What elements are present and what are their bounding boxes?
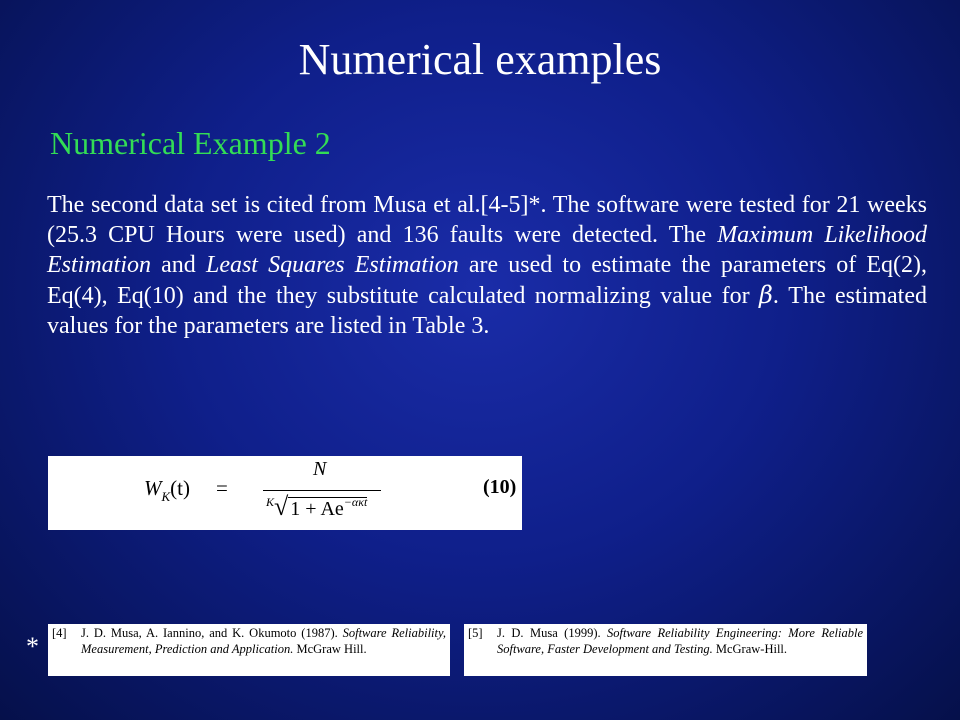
reference-4-text bbox=[81, 625, 446, 657]
equation-lhs-subscript: K bbox=[161, 489, 171, 504]
body-text-part3: . The estimated values for the parameters are listed in Table 3. bbox=[47, 283, 927, 339]
equation-numerator: N bbox=[313, 458, 327, 480]
equation-denominator bbox=[266, 492, 367, 522]
reference-5 bbox=[464, 624, 867, 676]
reference-5-publisher: McGraw-Hill. bbox=[712, 642, 788, 656]
slide-subtitle: Numerical Example 2 bbox=[50, 125, 331, 161]
slide-title: Numerical examples bbox=[298, 35, 662, 84]
equation-image bbox=[48, 456, 522, 530]
mle-term: Maximum Likelihood Estimation bbox=[47, 222, 927, 278]
denominator-exponent: −ακt bbox=[343, 495, 368, 509]
reference-5-text bbox=[497, 625, 863, 657]
reference-4 bbox=[48, 624, 450, 676]
body-text-and: and bbox=[151, 252, 206, 278]
denominator-base: 1 + Ae bbox=[290, 498, 344, 520]
body-text-part2: are used to estimate the parameters of Eq(2), Eq(4), Eq(10) and the they substitute calculated normalizing value for bbox=[47, 252, 928, 309]
equation-lhs-w: W bbox=[144, 476, 162, 500]
equation-number: (10) bbox=[483, 476, 517, 498]
reference-4-authors: J. D. Musa, A. Iannino, and K. Okumoto (1987). bbox=[81, 626, 343, 640]
equation-equals: = bbox=[216, 476, 228, 500]
lse-term: Least Squares Estimation bbox=[205, 252, 459, 278]
reference-5-authors: J. D. Musa (1999). bbox=[497, 626, 608, 640]
reference-4-title: Software Reliability, Measurement, Prediction and Application. bbox=[81, 626, 446, 656]
equation-lhs bbox=[144, 476, 190, 505]
radical-sign: √ bbox=[274, 492, 289, 521]
reference-4-number: [4] bbox=[52, 626, 67, 640]
fraction-bar bbox=[263, 490, 381, 491]
body-text-part1: The second data set is cited from Musa et al.[4-5]*. The software were tested for 21 weeks (25.3 CPU Hours were used) and 136 faults were detected. The bbox=[47, 192, 927, 248]
beta-symbol: β bbox=[759, 281, 773, 309]
root-index: K bbox=[266, 495, 275, 509]
equation-lhs-arg: (t) bbox=[170, 476, 190, 500]
reference-5-number: [5] bbox=[468, 626, 483, 640]
radicand bbox=[288, 497, 367, 520]
body-paragraph bbox=[47, 190, 927, 341]
reference-5-title: Software Reliability Engineering: More Reliable Software, Faster Development and Testing. bbox=[497, 626, 863, 656]
reference-4-publisher: McGraw Hill. bbox=[293, 642, 367, 656]
footnote-marker: * bbox=[26, 632, 39, 661]
